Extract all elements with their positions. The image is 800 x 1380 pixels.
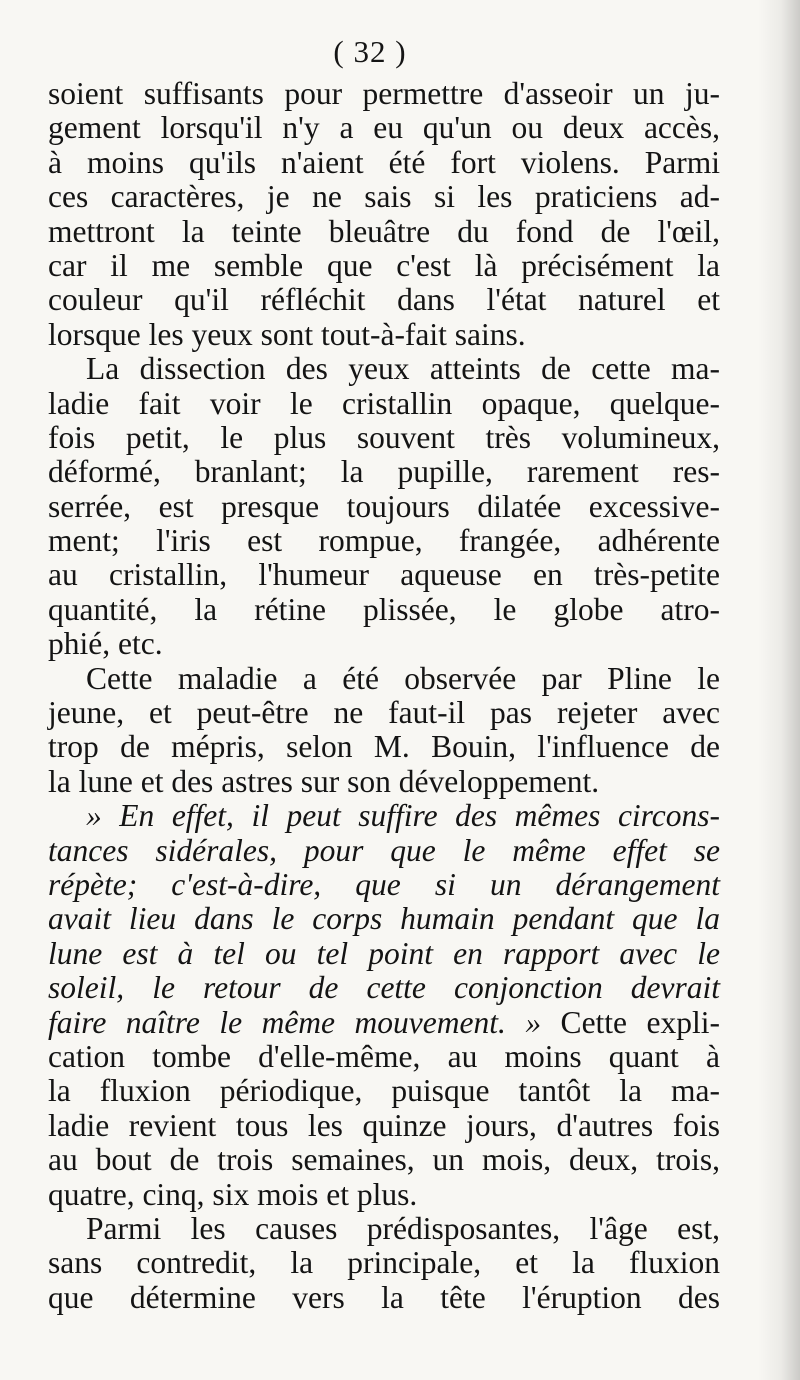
quotation-end: faire naître le même mouvement. » — [48, 1004, 542, 1040]
text-line: la lune et des astres sur son développement. — [48, 763, 600, 799]
text-line: quantité, la rétine plissée, le globe atro- — [48, 591, 720, 627]
paragraph-start: La dissection des yeux atteints de cette ma- — [86, 351, 720, 387]
text-line: que détermine vers la tête l'éruption des — [48, 1279, 720, 1315]
text-line: lorsque les yeux sont tout-à-fait sains. — [48, 316, 526, 352]
text-line: cation tombe d'elle-même, au moins quant à — [48, 1038, 720, 1074]
text-line: ladie revient tous les quinze jours, d'autres fois — [48, 1107, 720, 1143]
text-line: jeune, et peut-être ne faut-il pas rejeter avec — [48, 695, 720, 731]
text-line: ment; l'iris est rompue, frangée, adhérente — [48, 523, 720, 559]
text-line: couleur qu'il réfléchit dans l'état naturel et — [48, 282, 720, 318]
text-line: quatre, cinq, six mois et plus. — [48, 1176, 418, 1212]
text-line: déformé, branlant; la pupille, rarement res- — [48, 454, 720, 490]
quotation-start: » En effet, il peut suffire des mêmes circons- — [86, 798, 720, 834]
text-line: phié, etc. — [48, 626, 163, 662]
text-continuation: Cette expli- — [541, 1004, 720, 1040]
mixed-style-line — [48, 1006, 720, 1040]
text-line: mettront la teinte bleuâtre du fond de l'œil, — [48, 213, 720, 249]
text-line: au bout de trois semaines, un mois, deux, trois, — [48, 1142, 720, 1178]
text-line: à moins qu'ils n'aient été fort violens. Parmi — [48, 144, 720, 180]
text-line: la fluxion périodique, puisque tantôt la ma- — [48, 1073, 720, 1109]
text-line: car il me semble que c'est là précisément la — [48, 247, 720, 283]
quotation-line: avait lieu dans le corps humain pendant que la — [48, 901, 720, 937]
page-edge-shadow — [758, 0, 800, 1380]
text-line: soient suffisants pour permettre d'asseoir un ju- — [48, 76, 720, 111]
paragraph-start: Parmi les causes prédisposantes, l'âge est, — [86, 1210, 720, 1246]
quotation-line: lune est à tel ou tel point en rapport avec le — [48, 935, 720, 971]
quotation-line: tances sidérales, pour que le même effet se — [48, 832, 720, 868]
quotation-line: soleil, le retour de cette conjonction devrait — [48, 970, 720, 1006]
paragraph-start: Cette maladie a été observée par Pline le — [86, 660, 720, 696]
quotation-line: répète; c'est-à-dire, que si un dérangement — [48, 866, 720, 902]
text-line: trop de mépris, selon M. Bouin, l'influence de — [48, 729, 720, 765]
text-line: au cristallin, l'humeur aqueuse en très-petite — [48, 557, 720, 593]
page-number: ( 32 ) — [333, 34, 407, 69]
text-line: serrée, est presque toujours dilatée excessive- — [48, 488, 720, 524]
text-line: fois petit, le plus souvent très volumineux, — [48, 419, 720, 455]
text-line: ces caractères, je ne sais si les praticiens ad- — [48, 179, 720, 215]
text-line: gement lorsqu'il n'y a eu qu'un ou deux accès, — [48, 110, 720, 146]
body-text — [48, 77, 720, 1315]
text-line: sans contredit, la principale, et la fluxion — [48, 1245, 720, 1281]
text-line: ladie fait voir le cristallin opaque, quelque- — [48, 385, 720, 421]
